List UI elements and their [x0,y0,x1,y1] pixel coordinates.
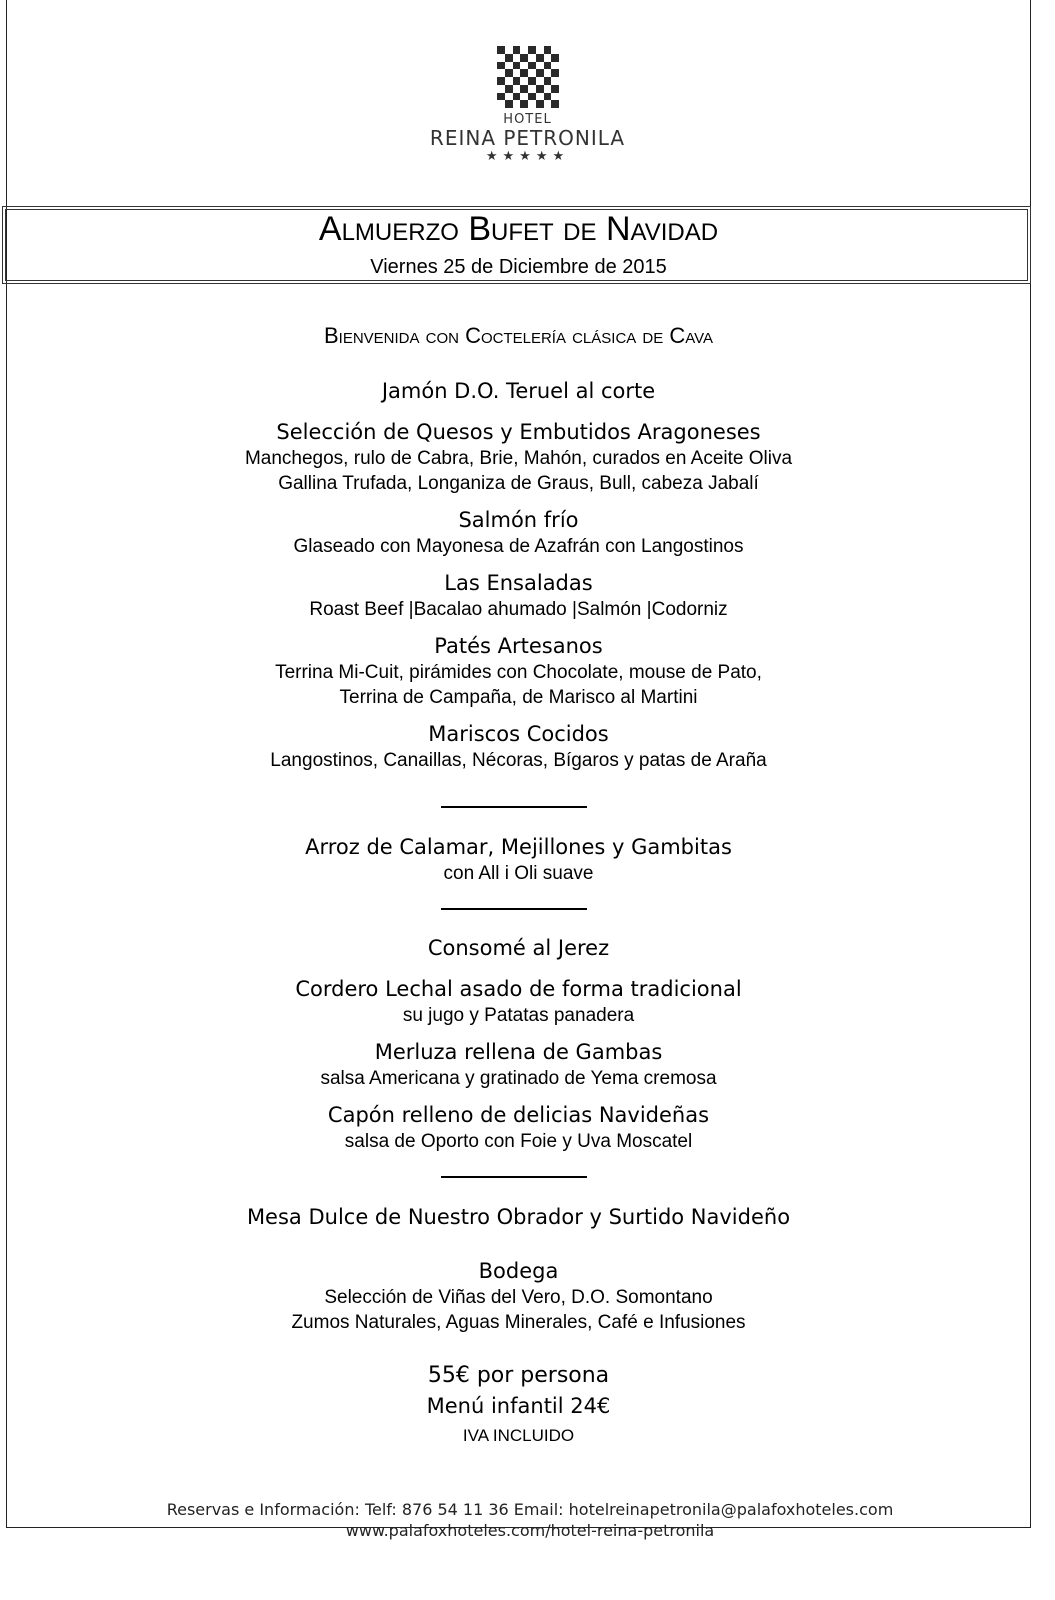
child-price: Menú infantil 24€ [426,1394,611,1418]
checkerboard-logo-icon [497,46,559,108]
section-divider [441,1176,587,1178]
dish-name: Selección de Quesos y Embutidos Aragoneses [276,420,761,444]
hotel-label: HOTEL [503,112,552,127]
footer-website: www.palafoxhoteles.com/hotel-reina-petronila [345,1521,715,1540]
dish-description: Roast Beef |Bacalao ahumado |Salmón |Codorniz [309,599,728,620]
dish-description: Terrina de Campaña, de Marisco al Martini [339,687,698,708]
bodega-line: Zumos Naturales, Aguas Minerales, Café e Infusiones [291,1312,746,1333]
dish-description: Terrina Mi-Cuit, pirámides con Chocolate, mouse de Pato, [275,662,762,683]
hotel-logo [0,46,1055,108]
dish-name: Salmón frío [458,508,579,532]
hotel-stars: ★★★★★ [485,149,570,164]
dish-description: Gallina Trufada, Longaniza de Graus, Bull, cabeza Jabalí [278,473,759,494]
dish-name: Patés Artesanos [434,634,603,658]
hotel-name: REINA PETRONILA [429,126,626,150]
dish-description: su jugo y Patatas panadera [402,1005,635,1026]
dish-description: con All i Oli suave [443,863,594,884]
section-divider [441,806,587,808]
dish-description: Glaseado con Mayonesa de Azafrán con Langostinos [293,536,744,557]
dish-name: Capón relleno de delicias Navideñas [327,1103,710,1127]
dessert-line: Mesa Dulce de Nuestro Obrador y Surtido Navideño [246,1205,791,1229]
welcome-line: Bienvenida con Coctelería clásica de Cava [323,323,714,348]
menu-date: Viernes 25 de Diciembre de 2015 [370,256,667,278]
menu-title: Almuerzo Bufet de Navidad [318,210,719,248]
dish-name: Las Ensaladas [444,571,593,595]
adult-price: 55€ por persona [427,1363,610,1388]
footer-contact: Reservas e Información: Telf: 876 54 11 36 Email: hotelreinapetronila@palafoxhoteles.com [166,1500,894,1519]
dish-name: Merluza rellena de Gambas [374,1040,663,1064]
dish-description: Manchegos, rulo de Cabra, Brie, Mahón, curados en Aceite Oliva [244,448,793,469]
tax-note: IVA INCLUIDO [462,1426,575,1445]
dish-name: Consomé al Jerez [427,936,610,960]
dish-name: Arroz de Calamar, Mejillones y Gambitas [305,835,732,859]
dish-description: salsa de Oporto con Foie y Uva Moscatel [344,1131,693,1152]
dish-name: Mariscos Cocidos [428,722,609,746]
bodega-line: Selección de Viñas del Vero, D.O. Somontano [324,1287,713,1308]
bodega-title: Bodega [478,1259,559,1283]
dish-description: Langostinos, Canaillas, Nécoras, Bígaros y patas de Araña [270,750,767,771]
dish-description: salsa Americana y gratinado de Yema cremosa [320,1068,717,1089]
section-divider [441,908,587,910]
dish-name: Jamón D.O. Teruel al corte [381,379,656,403]
dish-name: Cordero Lechal asado de forma tradicional [295,977,742,1001]
